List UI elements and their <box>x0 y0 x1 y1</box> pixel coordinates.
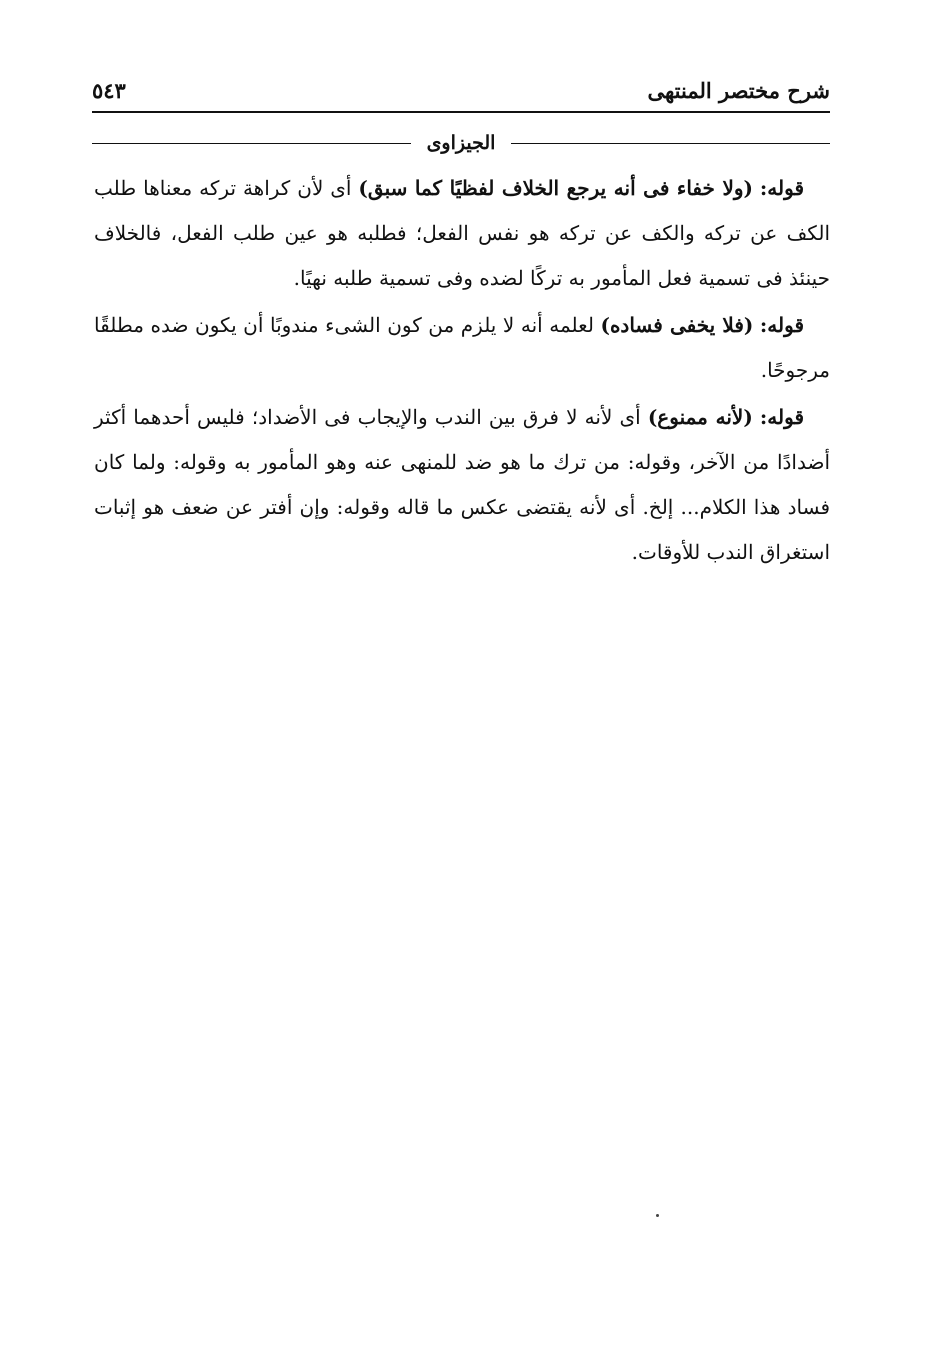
paragraph-quote: (ولا خفاء فى أنه يرجع الخلاف لفظيًا كما سبق) <box>358 176 753 200</box>
running-header <box>92 72 830 112</box>
running-header-title: شرح مختصر المنتهى <box>647 78 830 103</box>
section-rule-right <box>511 143 830 144</box>
paragraph <box>94 303 830 393</box>
paragraph-lead: قوله: <box>759 176 805 200</box>
scan-speck <box>656 1214 659 1217</box>
commentary-text <box>94 166 830 577</box>
paragraph <box>94 395 830 575</box>
paragraph-body: أى لأن كراهة تركه معناها طلب الكف عن تركه والكف عن تركه هو نفس الفعل؛ فطلبه هو عين طلب الفعل، فالخلاف حينئذ فى تسمية فعل المأمور به تركًا لضده وفى تسمية طلبه نهيًا. <box>94 176 830 290</box>
paragraph-lead: قوله: <box>759 313 805 337</box>
paragraph-body: أى لأنه لا فرق بين الندب والإيجاب فى الأضداد؛ فليس أحدهما أكثر أضدادًا من الآخر، وقوله: من ترك ما هو ضد للمنهى عنه وهو المأمور به وقوله: ولما كان فساد هذا الكلام... إلخ. أى لأنه يقتضى عكس ما قاله وقوله: وإن أفتر عن ضعف هو إثبات استغراق الندب للأوقات. <box>94 405 830 564</box>
header-rule <box>92 111 830 113</box>
paragraph <box>94 166 830 301</box>
paragraph-quote: (لأنه ممنوع) <box>647 405 753 429</box>
section-title: الجيزاوى <box>426 132 496 154</box>
paragraph-lead: قوله: <box>759 405 805 429</box>
page-number: ٥٤٣ <box>92 78 126 103</box>
section-rule-left <box>92 143 411 144</box>
paragraph-quote: (فلا يخفى فساده) <box>600 313 754 337</box>
section-heading <box>92 128 830 158</box>
paragraph-body: لعلمه أنه لا يلزم من كون الشىء مندوبًا أن يكون ضده مطلقًا مرجوحًا. <box>94 313 830 382</box>
